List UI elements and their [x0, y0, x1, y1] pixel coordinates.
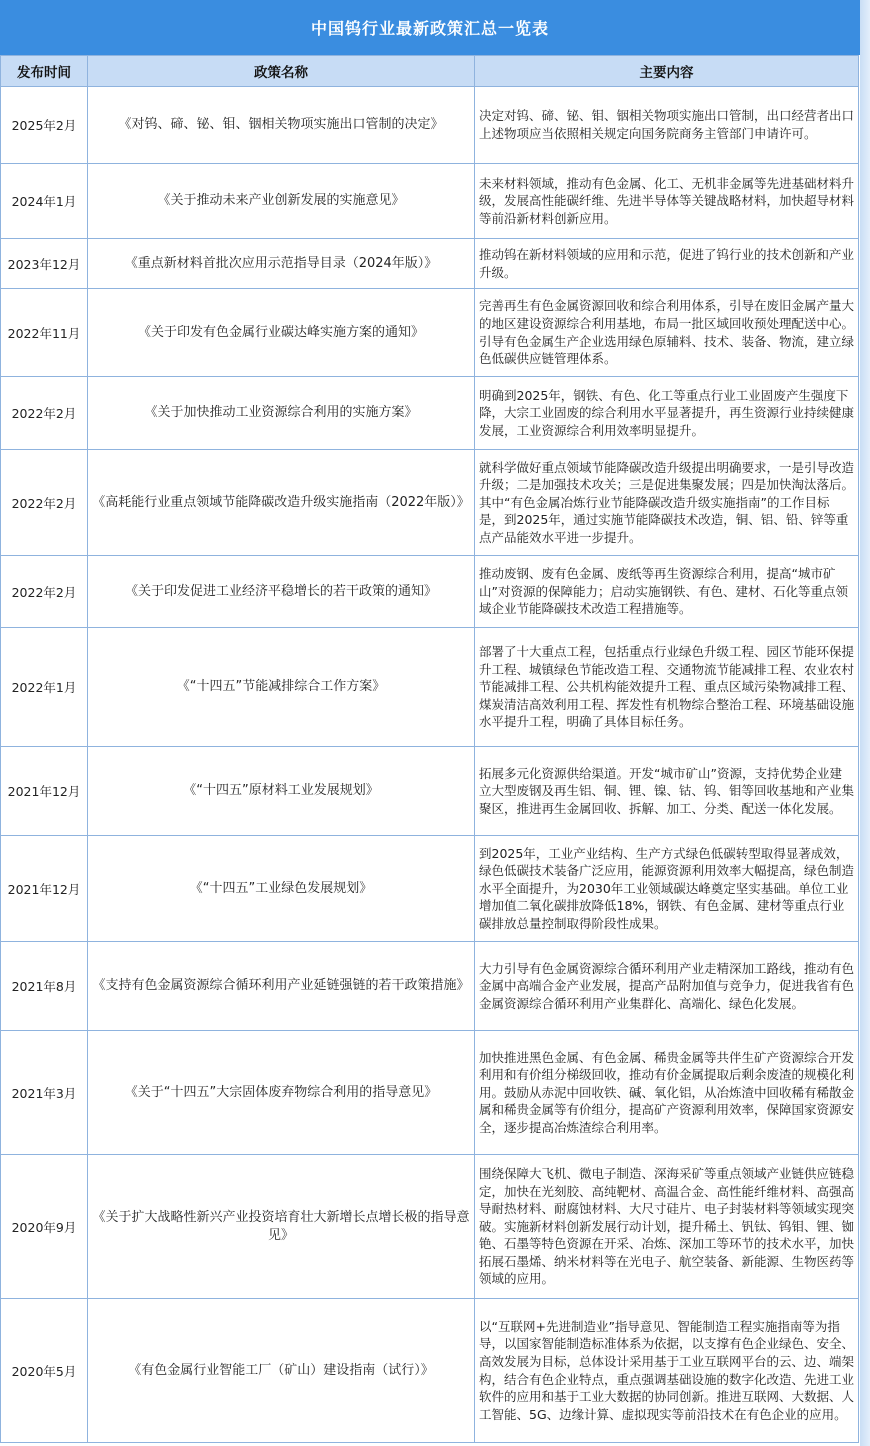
- policy-name-cell: 《关于“十四五”大宗固体废弃物综合利用的指导意见》: [88, 1031, 475, 1155]
- table-row: [1, 450, 859, 556]
- table-row: [1, 239, 859, 289]
- date-cell: 2022年2月: [1, 556, 88, 628]
- date-cell: 2023年12月: [1, 239, 88, 289]
- date-cell: 2021年12月: [1, 747, 88, 836]
- policy-name-cell: 《“十四五”原材料工业发展规划》: [88, 747, 475, 836]
- date-cell: 2022年1月: [1, 628, 88, 747]
- date-cell: 2022年2月: [1, 450, 88, 556]
- policy-name-cell: 《对钨、碲、铋、钼、铟相关物项实施出口管制的决定》: [88, 87, 475, 164]
- content-cell: 围绕保障大飞机、微电子制造、深海采矿等重点领域产业链供应链稳定，加快在光刻胶、高纯靶材、高温合金、高性能纤维材料、高强高导耐热材料、耐腐蚀材料、大尺寸硅片、电子封装材料等领域实现突破。实施新材料创新发展行动计划，提升稀土、钒钛、钨钼、锂、铷铯、石墨等特色资源在开采、冶炼、深加工等环节的技术水平，加快拓展石墨烯、纳米材料等在光电子、航空装备、新能源、生物医药等领域的应用。: [475, 1155, 859, 1299]
- content-cell: 部署了十大重点工程，包括重点行业绿色升级工程、园区节能环保提升工程、城镇绿色节能改造工程、交通物流节能减排工程、农业农村节能减排工程、公共机构能效提升工程、重点区域污染物减排工程、煤炭清洁高效利用工程、挥发性有机物综合整治工程、环境基础设施水平提升工程，明确了具体目标任务。: [475, 628, 859, 747]
- policy-name-cell: 《关于扩大战略性新兴产业投资培育壮大新增长点增长极的指导意见》: [88, 1155, 475, 1299]
- content-cell: 未来材料领域，推动有色金属、化工、无机非金属等先进基础材料升级，发展高性能碳纤维、先进半导体等关键战略材料，加快超导材料等前沿新材料创新应用。: [475, 164, 859, 239]
- table-row: [1, 628, 859, 747]
- policy-name-cell: 《重点新材料首批次应用示范指导目录（2024年版）》: [88, 239, 475, 289]
- table-title: 中国钨行业最新政策汇总一览表: [0, 0, 860, 55]
- policy-name-cell: 《“十四五”节能减排综合工作方案》: [88, 628, 475, 747]
- table-row: [1, 87, 859, 164]
- header-date: 发布时间: [1, 56, 88, 87]
- policy-name-cell: 《关于推动未来产业创新发展的实施意见》: [88, 164, 475, 239]
- policy-name-cell: 《高耗能行业重点领域节能降碳改造升级实施指南（2022年版）》: [88, 450, 475, 556]
- date-cell: 2021年3月: [1, 1031, 88, 1155]
- content-cell: 决定对钨、碲、铋、钼、铟相关物项实施出口管制，出口经营者出口上述物项应当依照相关规定向国务院商务主管部门申请许可。: [475, 87, 859, 164]
- table-row: [1, 289, 859, 377]
- content-cell: 完善再生有色金属资源回收和综合利用体系，引导在废旧金属产量大的地区建设资源综合利用基地，布局一批区域回收预处理配送中心。引导有色金属生产企业选用绿色原辅料、技术、装备、物流，建立绿色低碳供应链管理体系。: [475, 289, 859, 377]
- header-row: [1, 56, 859, 87]
- table-row: [1, 377, 859, 450]
- content-cell: 推动废钢、废有色金属、废纸等再生资源综合利用，提高“城市矿山”对资源的保障能力；启动实施钢铁、有色、建材、石化等重点领域企业节能降碳技术改造工程措施等。: [475, 556, 859, 628]
- header-policy-name: 政策名称: [88, 56, 475, 87]
- table-row: [1, 164, 859, 239]
- content-cell: 以“互联网+先进制造业”指导意见、智能制造工程实施指南等为指导，以国家智能制造标准体系为依据，以支撑有色企业绿色、安全、高效发展为目标，总体设计采用基于工业互联网平台的云、边、端架构，结合有色企业特点，重点强调基础设施的数字化改造、先进工业软件的应用和基于工业大数据的协同创新。推进互联网、大数据、人工智能、5G、边缘计算、虚拟现实等前沿技术在有色企业的应用。: [475, 1299, 859, 1443]
- table-row: [1, 1299, 859, 1443]
- table-row: [1, 942, 859, 1031]
- date-cell: 2022年2月: [1, 377, 88, 450]
- header-content: 主要内容: [475, 56, 859, 87]
- date-cell: 2025年2月: [1, 87, 88, 164]
- policy-name-cell: 《关于加快推动工业资源综合利用的实施方案》: [88, 377, 475, 450]
- policy-name-cell: 《关于印发促进工业经济平稳增长的若干政策的通知》: [88, 556, 475, 628]
- date-cell: 2021年12月: [1, 836, 88, 942]
- policy-table: [0, 55, 859, 1443]
- content-cell: 加快推进黑色金属、有色金属、稀贵金属等共伴生矿产资源综合开发利用和有价组分梯级回收，推动有价金属提取后剩余废渣的规模化利用。鼓励从赤泥中回收铁、碱、氧化铝，从冶炼渣中回收稀有稀散金属和稀贵金属等有价组分，提高矿产资源利用效率，保障国家资源安全，逐步提高冶炼渣综合利用率。: [475, 1031, 859, 1155]
- table-row: [1, 1031, 859, 1155]
- date-cell: 2020年9月: [1, 1155, 88, 1299]
- policy-name-cell: 《支持有色金属资源综合循环利用产业延链强链的若干政策措施》: [88, 942, 475, 1031]
- date-cell: 2022年11月: [1, 289, 88, 377]
- table-row: [1, 836, 859, 942]
- right-edge-strip: [860, 0, 870, 1446]
- date-cell: 2021年8月: [1, 942, 88, 1031]
- policy-name-cell: 《“十四五”工业绿色发展规划》: [88, 836, 475, 942]
- policy-name-cell: 《关于印发有色金属行业碳达峰实施方案的通知》: [88, 289, 475, 377]
- content-cell: 大力引导有色金属资源综合循环利用产业走精深加工路线，推动有色金属中高端合金产业发展，提高产品附加值与竞争力，促进我省有色金属资源综合循环利用产业集群化、高端化、绿色化发展。: [475, 942, 859, 1031]
- table-row: [1, 556, 859, 628]
- content-cell: 拓展多元化资源供给渠道。开发“城市矿山”资源，支持优势企业建立大型废钢及再生铝、铜、锂、镍、钴、钨、钼等回收基地和产业集聚区，推进再生金属回收、拆解、加工、分类、配送一体化发展。: [475, 747, 859, 836]
- content-cell: 明确到2025年，钢铁、有色、化工等重点行业工业固废产生强度下降，大宗工业固废的综合利用水平显著提升，再生资源行业持续健康发展，工业资源综合利用效率明显提升。: [475, 377, 859, 450]
- policy-name-cell: 《有色金属行业智能工厂（矿山）建设指南（试行）》: [88, 1299, 475, 1443]
- table-row: [1, 1155, 859, 1299]
- content-cell: 就科学做好重点领域节能降碳改造升级提出明确要求，一是引导改造升级；二是加强技术攻关；三是促进集聚发展；四是加快淘汰落后。其中“有色金属冶炼行业节能降碳改造升级实施指南”的工作目标是，到2025年，通过实施节能降碳技术改造，铜、铝、铅、锌等重点产品能效水平进一步提升。: [475, 450, 859, 556]
- content-cell: 推动钨在新材料领域的应用和示范，促进了钨行业的技术创新和产业升级。: [475, 239, 859, 289]
- table-row: [1, 747, 859, 836]
- date-cell: 2024年1月: [1, 164, 88, 239]
- date-cell: 2020年5月: [1, 1299, 88, 1443]
- content-cell: 到2025年，工业产业结构、生产方式绿色低碳转型取得显著成效，绿色低碳技术装备广泛应用，能源资源利用效率大幅提高，绿色制造水平全面提升，为2030年工业领域碳达峰奠定坚实基础。单位工业增加值二氧化碳排放降低18%，钢铁、有色金属、建材等重点行业碳排放总量控制取得阶段性成果。: [475, 836, 859, 942]
